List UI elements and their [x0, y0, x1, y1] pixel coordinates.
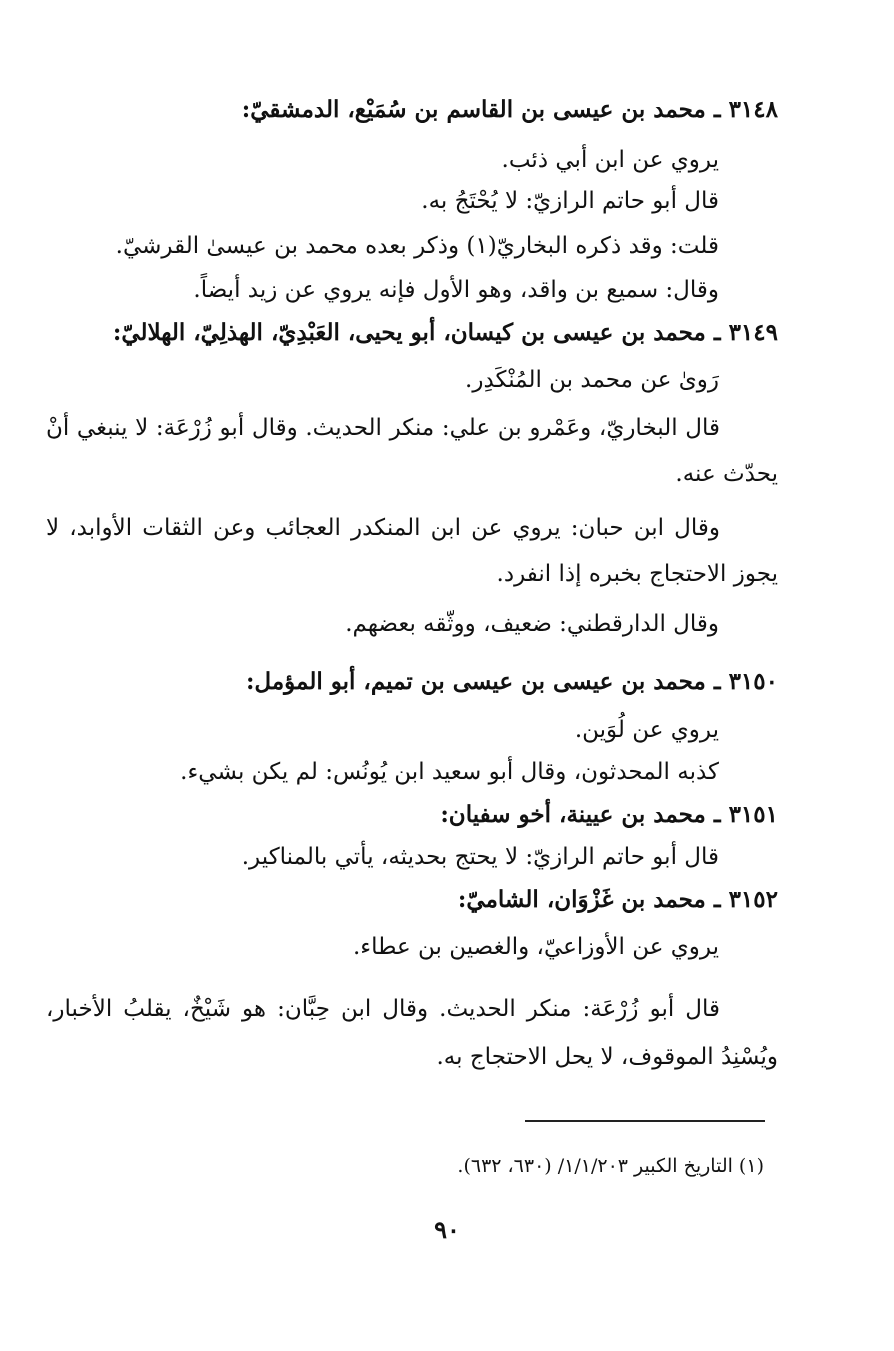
entry-3149-heading: ٣١٤٩ ـ محمد بن عيسى بن كيسان، أبو يحيى، العَبْدِيّ، الهذلِيّ، الهلاليّ:: [112, 319, 778, 346]
entry-3151-heading: ٣١٥١ ـ محمد بن عيينة، أخو سفيان:: [440, 801, 778, 828]
footnote: (١) التاريخ الكبير ١/١/٢٠٣/ (٦٣٠، ٦٣٢).: [457, 1155, 764, 1177]
entry-3148-line-4: وقال: سميع بن واقد، وهو الأول فإنه يروي عن زيد أيضاً.: [193, 277, 719, 303]
entry-3152-heading: ٣١٥٢ ـ محمد بن غَزْوَان، الشاميّ:: [457, 886, 778, 913]
entry-3151-line-1: قال أبو حاتم الرازيّ: لا يحتج بحديثه، يأتي بالمناكير.: [241, 844, 719, 870]
entry-3148-heading: ٣١٤٨ ـ محمد بن عيسى بن القاسم بن سُمَيْع، الدمشقيّ:: [241, 96, 778, 123]
entry-3149-line-1: رَوىٰ عن محمد بن المُنْكَدِر.: [465, 367, 719, 393]
entry-3152-line-1: يروي عن الأوزاعيّ، والغصين بن عطاء.: [352, 934, 719, 960]
entry-3149-line-4: وقال الدارقطني: ضعيف، ووثّقه بعضهم.: [345, 611, 719, 637]
entry-3148-line-1: يروي عن ابن أبي ذئب.: [501, 147, 719, 173]
entry-3149-line-3: وقال ابن حبان: يروي عن ابن المنكدر العجائب وعن الثقات الأوابد، لا يجوز الاحتجاج بخبره إذا انفرد.: [46, 515, 778, 587]
entry-3150-line-2: كذبه المحدثون، وقال أبو سعيد ابن يُونُس: لم يكن بشيء.: [180, 759, 719, 785]
footnote-separator: [525, 1120, 765, 1122]
entry-3150-heading: ٣١٥٠ ـ محمد بن عيسى بن عيسى بن تميم، أبو المؤمل:: [245, 668, 778, 695]
entry-3150-line-1: يروي عن لُوَين.: [574, 717, 719, 743]
entry-3148-line-2: قال أبو حاتم الرازيّ: لا يُحْتَجُ به.: [421, 188, 719, 214]
page-number: ٩٠: [434, 1215, 460, 1244]
entry-3149-line-2: قال البخاريّ، وعَمْرو بن علي: منكر الحديث. وقال أبو زُرْعَة: لا ينبغي أنْ يحدّث عنه.: [46, 415, 778, 487]
entry-3152-line-2: قال أبو زُرْعَة: منكر الحديث. وقال ابن حِبَّان: هو شَيْخٌ، يقلبُ الأخبار، ويُسْنِدُ الموقوف، لا يحل الاحتجاج به.: [46, 996, 778, 1070]
entry-3148-line-3: قلت: وقد ذكره البخاريّ(١) وذكر بعده محمد بن عيسىٰ القرشيّ.: [115, 233, 719, 259]
